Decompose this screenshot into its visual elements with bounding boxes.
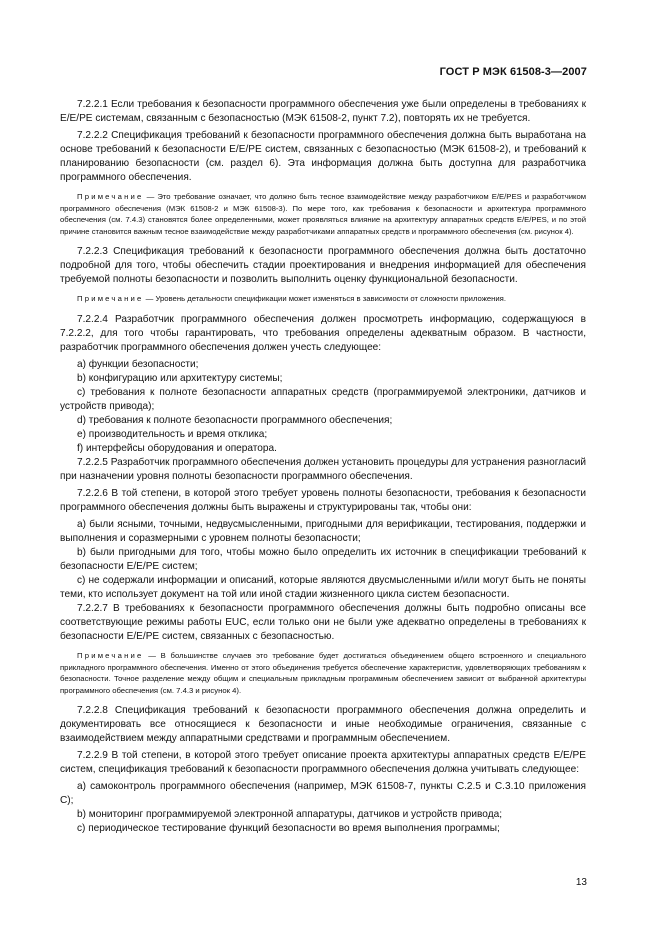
list-item: a) самоконтроль программного обеспечения (например, МЭК 61508-7, пункты С.2.5 и С.3.10 приложения С); (60, 781, 586, 807)
clause-7-2-2-2: 7.2.2.2 Спецификация требований к безопасности программного обеспечения должна быть выработана на основе требований к безопасности E/E/PE систем, связанных с безопасностью (МЭК 61508-2), и требований к планированию безопасности (см. раздел 6). Эта информация должна быть доступна для разработчика программного обеспечения. (60, 130, 586, 183)
note-text: — В большинстве случаев это требование будет достигаться объединением общего встроенного и специального прикладного программного обеспечения. Именно от этого объединения требуется обеспечение характеристик, удовлетворяющих требованиям к безопасности. Точное разделение между общим и специальным прикладным программным обеспечением зависит от выбранной архитектуры программного обеспечения (см. 7.4.3 и рисунок 4). (60, 650, 586, 695)
list-item: b) мониторинг программируемой электронной аппаратуры, датчиков и устройств привода; (77, 809, 502, 821)
note-text: — Уровень детальности спецификации может изменяться в зависимости от сложности приложения. (145, 294, 506, 304)
standard-header: ГОСТ Р МЭК 61508-3—2007 (439, 66, 587, 78)
clause-7-2-2-7: 7.2.2.7 В требованиях к безопасности программного обеспечения должны быть подробно описаны все соответствующие режимы работы EUC, если только они не были уже адекватно определены в требованиях к безопасности E/E/PE систем, связанных с безопасностью. (60, 602, 586, 642)
clause-7-2-2-3: 7.2.2.3 Спецификация требований к безопасности программного обеспечения должна быть достаточно подробной для того, чтобы обеспечить стадии проектирования и внедрения информацией для обеспечения требуемой полноты безопасности и позволить выполнить оценку функциональной безопасности. (60, 246, 586, 286)
list-item: c) не содержали информации и описаний, которые являются двусмысленными и/или могут быть не поняты теми, кто использует документ на той или иной стадии жизненного цикла систем безопасности. (60, 574, 586, 600)
note-label: Примечание (77, 650, 144, 660)
note-label: Примечание (77, 294, 144, 304)
list-item: d) требования к полноте безопасности программного обеспечения; (77, 414, 393, 426)
clause-7-2-2-5: 7.2.2.5 Разработчик программного обеспечения должен установить процедуры для устранения разногласий при назначении уровня полноты безопасности программного обеспечения. (60, 456, 586, 482)
note-text: — Это требование означает, что должно быть тесное взаимодействие между разработчиком E/E/PES и разработчиком программного обеспечения (МЭК 61508-2 и МЭК 61508-3). По мере того, как требования к безопасности и архитектура программного обеспечения (см. 7.4.3) становятся более определенными, может проявляться влияние на архитектуру аппаратных средств E/E/PES, и по этой причине становится важным тесное взаимодействие между разработчиками аппаратных средств и программного обеспечения (см. рисунок 4). (60, 192, 586, 236)
list-item: f) интерфейсы оборудования и оператора. (77, 442, 277, 454)
note-2 (60, 293, 586, 305)
clause-7-2-2-8: 7.2.2.8 Спецификация требований к безопасности программного обеспечения должна определить и документировать все относящиеся к безопасности и иные необходимые ограничения, связанные с взаимодействием между аппаратными средствами и программным обеспечением. (60, 705, 586, 745)
list-item: b) конфигурацию или архитектуру системы; (77, 372, 283, 384)
list-item: a) были ясными, точными, недвусмысленными, пригодными для верификации, тестирования, поддержки и выполнения и соразмерными с уровнем полноты безопасности; (60, 518, 586, 544)
list-item: c) требования к полноте безопасности аппаратных средств (программируемой электроники, датчиков и устройств привода); (60, 386, 586, 412)
list-item: e) производительность и время отклика; (77, 428, 268, 440)
note-3 (60, 650, 586, 696)
page-content (60, 98, 586, 836)
clause-7-2-2-9: 7.2.2.9 В той степени, в которой этого требует описание проекта архитектуры аппаратных средств E/E/PE систем, спецификация требований к безопасности программного обеспечения должна учитывать следующее: (60, 750, 586, 776)
list-item: a) функции безопасности; (77, 358, 199, 370)
note-1 (60, 191, 586, 237)
page-number: 13 (575, 877, 587, 888)
note-label: Примечание (77, 192, 144, 201)
list-item: c) периодическое тестирование функций безопасности во время выполнения программы; (77, 823, 500, 835)
clause-7-2-2-4: 7.2.2.4 Разработчик программного обеспечения должен просмотреть информацию, содержащуюся в 7.2.2.2, для того чтобы гарантировать, что требования определены адекватным образом. В частности, разработчик программного обеспечения должен учесть следующее: (60, 313, 586, 353)
clause-7-2-2-1: 7.2.2.1 Если требования к безопасности программного обеспечения уже были определены в требованиях к E/E/PE системам, связанным с безопасностью (МЭК 61508-2, пункт 7.2), повторять их не требуется. (60, 99, 586, 124)
clause-7-2-2-6: 7.2.2.6 В той степени, в которой этого требует уровень полноты безопасности, требования к безопасности программного обеспечения должны быть выражены и структурированы так, чтобы они: (60, 487, 586, 513)
list-item: b) были пригодными для того, чтобы можно было определить их источник в спецификации требований к безопасности E/E/PE систем; (60, 546, 586, 572)
